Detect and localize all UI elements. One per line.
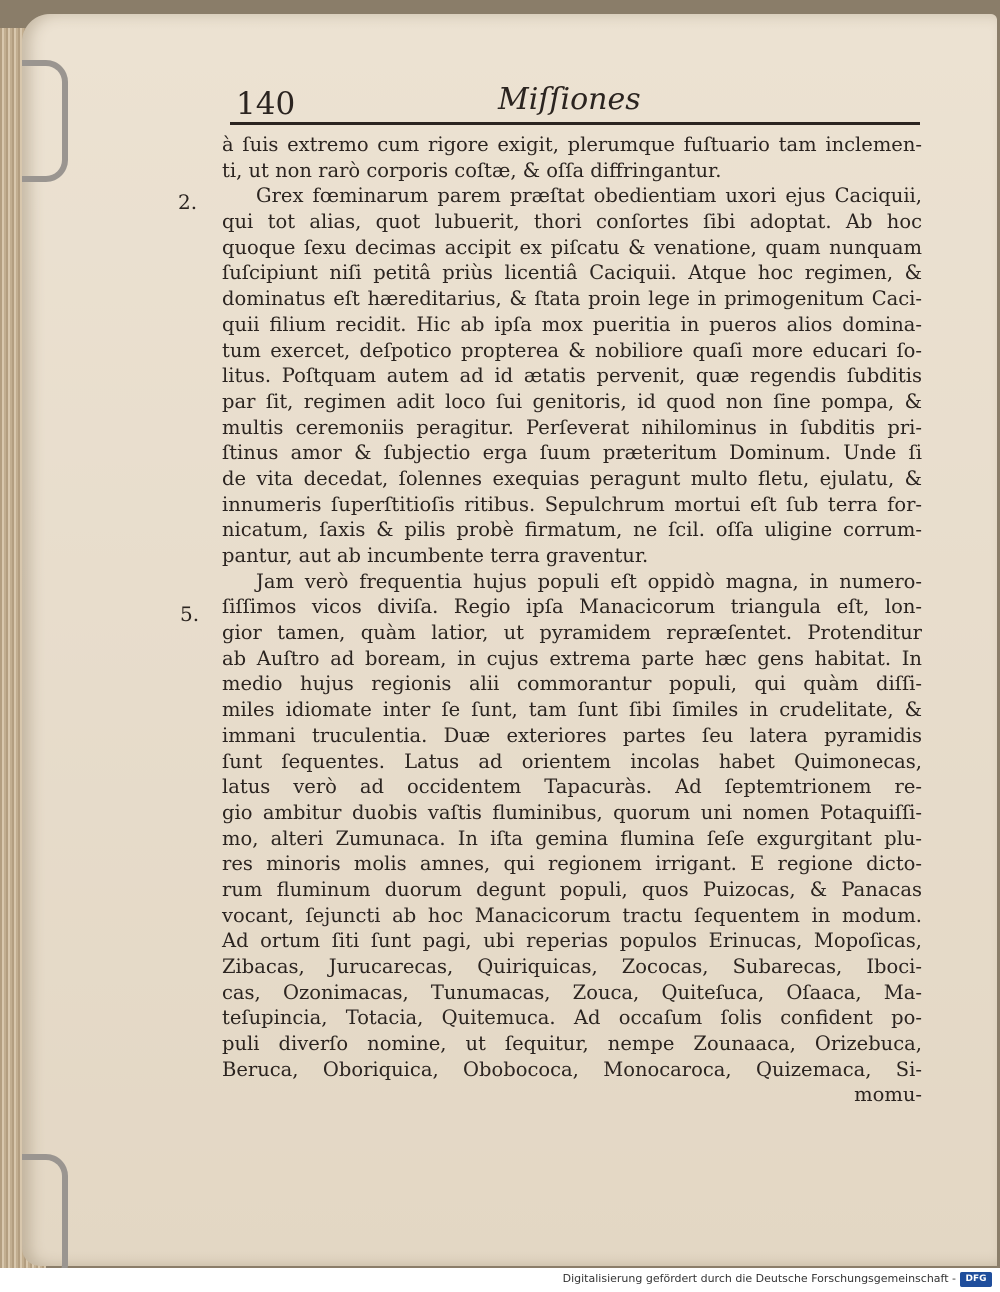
text-line: Beruca, Oboriquica, Obobococa, Monocaroca, Quizemaca, Si-	[222, 1057, 922, 1081]
text-line: ti, ut non rarò corporis coſtæ, & oſſa diffringantur.	[222, 158, 722, 182]
catchword: momu-	[854, 1083, 922, 1107]
text-line: miles idiomate inter ſe ſunt, tam ſunt ſibi ſimiles in crudelitate, &	[222, 698, 922, 722]
text-line: Jam verò frequentia hujus populi eſt oppidò magna, in numero-	[256, 569, 922, 593]
text-line: medio hujus regionis alii commorantur populi, qui quàm diſſi-	[222, 672, 922, 696]
text-line: tum exercet, deſpotico propterea & nobiliore quaſi more educari ſo-	[222, 338, 922, 362]
text-line: latus verò ad occidentem Tapacuràs. Ad ſeptemtrionem re-	[222, 775, 922, 799]
text-line: dominatus eſt hæreditarius, & ſtata proin lege in primogenitum Caci-	[222, 287, 922, 311]
book-clip-top	[22, 60, 68, 182]
text-line: Ad ortum ſiti ſunt pagi, ubi reperias populos Erinucas, Mopoſicas,	[222, 929, 922, 953]
text-line: gior tamen, quàm latior, ut pyramidem repræſentet. Protenditur	[222, 621, 922, 645]
text-line: teſupincia, Totacia, Quitemuca. Ad occaſum ſolis confident po-	[222, 1006, 922, 1030]
paragraph-marker-5: 5.	[180, 602, 200, 626]
text-line: pantur, aut ab incumbente terra graventur.	[222, 544, 649, 567]
text-line: Zibacas, Jurucarecas, Quiriquicas, Zococas, Subarecas, Iboci-	[222, 955, 922, 978]
text-line: qui tot alias, quot lubuerit, thori conſortes ſibi adoptat. Ab hoc	[222, 210, 922, 234]
digitization-note: Digitalisierung gefördert durch die Deutsche Forschungsgemeinschaft -	[562, 1272, 956, 1285]
text-line: vocant, ſejuncti ab hoc Manacicorum tractu ſequentem in modum.	[222, 903, 922, 927]
dfg-logo-icon: DFG	[960, 1272, 992, 1287]
text-line: quoque ſexu decimas accipit ex piſcatu & venatione, quam nunquam	[222, 235, 922, 259]
text-line: gio ambitur duobis vaſtis fluminibus, quorum uni nomen Potaquiſſi-	[222, 800, 922, 824]
text-line: de vita decedat, ſolennes exequias peragunt multo fletu, ejulatu, &	[222, 466, 922, 490]
text-line: res minoris molis amnes, qui regionem irrigant. E regione dicto-	[222, 852, 922, 876]
book-clip-bottom	[22, 1154, 68, 1268]
page-header	[230, 80, 920, 124]
text-line: par ſit, regimen adit loco ſui genitoris, id quod non ſine pompa, &	[222, 389, 922, 413]
running-head: Miſſiones	[498, 82, 641, 117]
text-line: cas, Ozonimacas, Tunumacas, Zouca, Quiteſuca, Oſaaca, Ma-	[222, 980, 922, 1004]
text-line: à ſuis extremo cum rigore exigit, plerumque fuſtuario tam inclemen-	[222, 133, 922, 156]
text-line: multis ceremoniis peragitur. Perſeverat nihilominus in ſubditis pri-	[222, 415, 922, 439]
text-line: ſuſcipiunt niſi petitâ priùs licentiâ Caciquii. Atque hoc regimen, &	[222, 261, 922, 285]
text-line: ſiſſimos vicos diviſa. Regio ipſa Manacicorum triangula eſt, lon-	[222, 595, 922, 619]
digitization-footer	[0, 1268, 1000, 1292]
text-line: nicatum, ſaxis & pilis probè firmatum, ne ſcil. oſſa uligine corrum-	[222, 518, 922, 542]
body-text	[222, 132, 922, 1108]
text-line: rum fluminum duorum degunt populi, quos Puizocas, & Panacas	[222, 877, 922, 901]
text-line: puli diverſo nomine, ut ſequitur, nempe Zounaaca, Orizebuca,	[222, 1032, 922, 1056]
text-line: ſunt ſequentes. Latus ad orientem incolas habet Quimonecas,	[222, 749, 922, 773]
header-rule	[230, 122, 920, 125]
text-line: Grex fœminarum parem præſtat obedientiam uxori ejus Caciquii,	[256, 184, 922, 208]
text-line: immani truculentia. Duæ exteriores partes ſeu latera pyramidis	[222, 723, 922, 747]
text-line: ab Auſtro ad boream, in cujus extrema parte hæc gens habitat. In	[222, 646, 922, 670]
text-line: ſtinus amor & ſubjectio erga ſuum præteritum Dominum. Unde ſi	[222, 441, 922, 465]
text-line: innumeris ſuperſtitioſis ritibus. Sepulchrum mortui eſt ſub terra for-	[222, 492, 922, 516]
paragraph-marker-2: 2.	[178, 190, 198, 214]
text-line: quii filium recidit. Hic ab ipſa mox pueritia in pueros alios domina-	[222, 312, 922, 336]
text-line: mo, alteri Zumunaca. In iſta gemina flumina ſeſe exgurgitant plu-	[222, 826, 922, 850]
text-line: litus. Poſtquam autem ad id ætatis pervenit, quæ regendis ſubditis	[222, 364, 922, 388]
page-number: 140	[236, 86, 296, 122]
